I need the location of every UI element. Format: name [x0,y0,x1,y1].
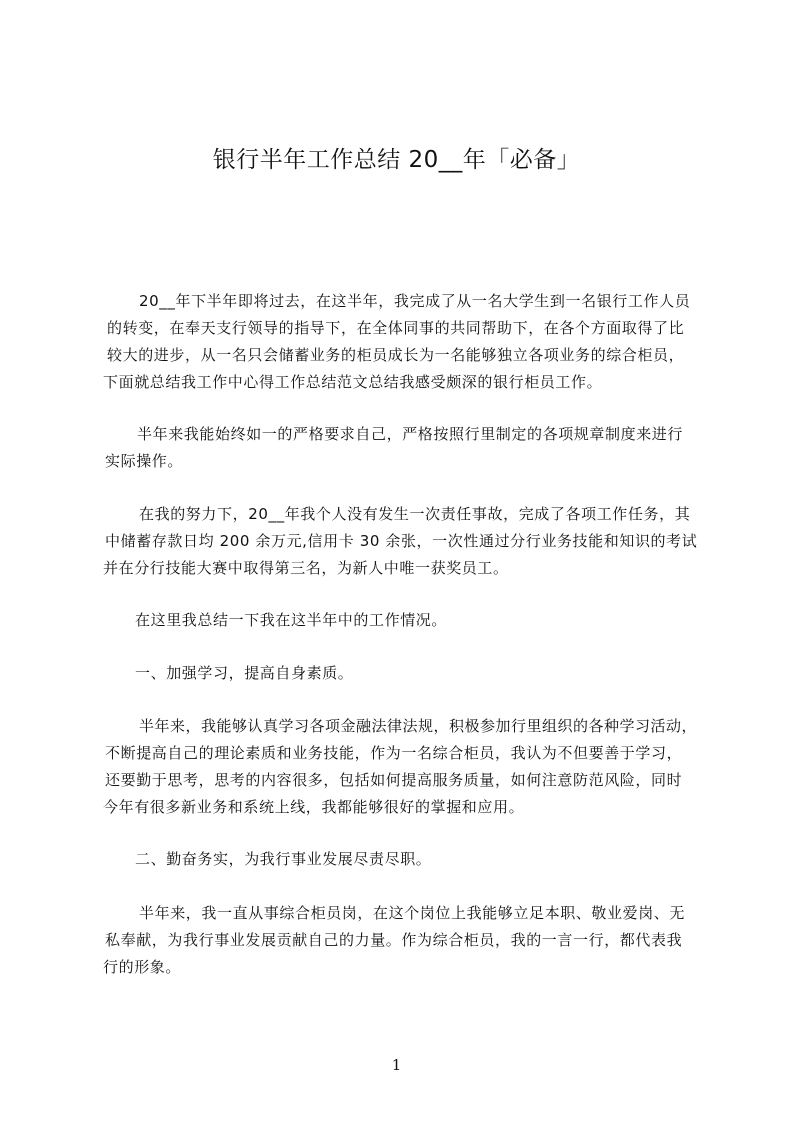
paragraph-8-line-1: 半年来，我一直从事综合柜员岗，在这个岗位上我能够立足本职、敬业爱岗、无 [139,904,686,922]
paragraph-1-line-4: 下面就总结我工作中心得工作总结范文总结我感受颇深的银行柜员工作。 [103,373,603,391]
paragraph-3-line-1: 在我的努力下，20__年我个人没有发生一次责任事故，完成了各项工作任务，其 [139,505,691,523]
paragraph-6-line-2: 不断提高自己的理论素质和业务技能，作为一名综合柜员，我认为不但要善于学习， [105,744,683,762]
paragraph-1-line-2: 的转变，在奉天支行领导的指导下，在全体同事的共同帮助下，在各个方面取得了比 [107,319,685,337]
paragraph-6-line-1: 半年来，我能够认真学习各项金融法律法规，积极参加行里组织的各种学习活动， [139,717,698,735]
section-heading-2: 二、勤奋务实，为我行事业发展尽责尽职。 [135,850,432,868]
section-heading-1: 一、加强学习，提高自身素质。 [135,664,354,682]
paragraph-3-line-3: 并在分行技能大赛中取得第三名，为新人中唯一获奖员工。 [103,559,509,577]
paragraph-1-line-3: 较大的进步，从一名只会储蓄业务的柜员成长为一名能够独立各项业务的综合柜员， [107,346,685,364]
page-number: 1 [391,1056,402,1074]
paragraph-2-line-1: 半年来我能始终如一的严格要求自己，严格按照行里制定的各项规章制度来进行 [137,425,684,443]
paragraph-4-line-1: 在这里我总结一下我在这半年中的工作情况。 [135,611,448,629]
paragraph-6-line-4: 今年有很多新业务和系统上线，我都能够很好的掌握和应用。 [103,798,525,816]
paragraph-2-line-2: 实际操作。 [105,452,184,470]
paragraph-1-line-1: 20__年下半年即将过去，在这半年，我完成了从一名大学生到一名银行工作人员 [139,292,691,310]
paragraph-8-line-3: 行的形象。 [103,958,182,976]
document-title: 银行半年工作总结 20__年「必备」 [212,147,581,173]
paragraph-3-line-2: 中储蓄存款日均 200 余万元,信用卡 30 余张，一次性通过分行业务技能和知识的考试 [105,532,698,550]
paragraph-6-line-3: 还要勤于思考，思考的内容很多，包括如何提高服务质量，如何注意防范风险，同时 [105,771,683,789]
paragraph-8-line-2: 私奉献，为我行事业发展贡献自己的力量。作为综合柜员，我的一言一行，都代表我 [105,931,683,949]
